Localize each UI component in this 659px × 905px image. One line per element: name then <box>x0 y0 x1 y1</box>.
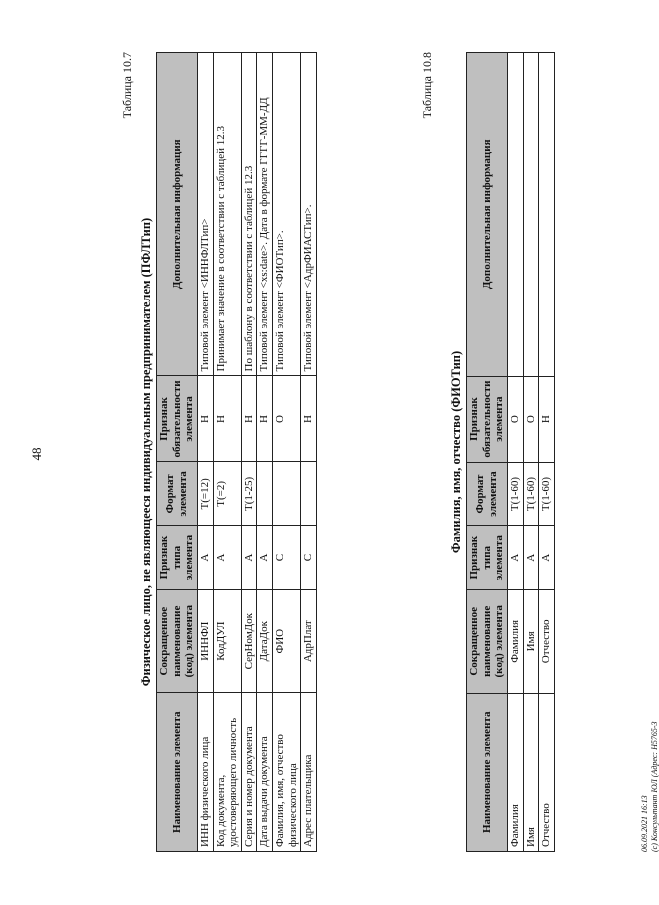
cell-type: А <box>241 526 257 590</box>
cell-code: СерНомДок <box>241 589 257 692</box>
table-row <box>197 53 213 852</box>
table-10-8-block <box>420 52 555 852</box>
cell-name: Отчество <box>539 693 555 851</box>
table-row <box>257 53 273 852</box>
cell-name: ИНН физического лица <box>197 693 213 852</box>
cell-code: ИННФЛ <box>197 589 213 692</box>
cell-required: Н <box>241 376 257 462</box>
print-stamp <box>640 721 659 852</box>
table-row <box>539 53 555 852</box>
cell-info <box>507 53 523 377</box>
cell-info: По шаблону в соответствии с таблицей 12.3 <box>241 53 257 376</box>
header-cell: Признак типа элемента <box>467 526 508 590</box>
table-title: Фамилия, имя, отчество (ФИОТип) <box>449 350 463 554</box>
header-cell: Дополнительная информация <box>157 53 198 376</box>
header-cell: Формат элемента <box>467 462 508 526</box>
table-row <box>523 53 539 852</box>
cell-format: T(1-60) <box>507 462 523 526</box>
table-10-7 <box>156 52 317 852</box>
cell-name: Имя <box>523 693 539 851</box>
table-row <box>241 53 257 852</box>
cell-info: Типовой элемент <ФИОТип>. <box>273 53 301 376</box>
table-row <box>301 53 317 852</box>
cell-type: А <box>507 526 523 590</box>
table-caption: Таблица 10.7 <box>120 52 134 119</box>
table-row <box>507 53 523 852</box>
cell-type: С <box>273 526 301 590</box>
header-cell: Сокращенное наименование (код) элемента <box>467 590 508 693</box>
cell-code: Фамилия <box>507 590 523 693</box>
cell-code: КодДУЛ <box>213 589 241 692</box>
landscape-page <box>60 52 659 852</box>
cell-format <box>301 462 317 526</box>
cell-info <box>523 53 539 377</box>
cell-format <box>273 462 301 526</box>
header-cell: Признак обязательности элемента <box>467 376 508 462</box>
cell-required: Н <box>301 376 317 462</box>
table-title: Физическое лицо, не являющееся индивидуальным предпринимателем (ПФЛТип) <box>139 217 153 687</box>
cell-required: Н <box>197 376 213 462</box>
table-header-row <box>157 53 198 852</box>
cell-type: А <box>213 526 241 590</box>
header-cell: Признак обязательности элемента <box>157 376 198 462</box>
cell-code: ФИО <box>273 589 301 692</box>
header-cell: Наименование элемента <box>157 693 198 852</box>
cell-required: О <box>507 376 523 462</box>
cell-name: Фамилия, имя, отчество физического лица <box>273 693 301 852</box>
cell-type: С <box>301 526 317 590</box>
table-caption: Таблица 10.8 <box>420 52 434 119</box>
header-cell: Признак типа элемента <box>157 526 198 590</box>
cell-required: Н <box>539 376 555 462</box>
stamp-line: (c) Консультант ЮЛ (Aдрес: Н5765-3 <box>649 721 659 852</box>
cell-format <box>257 462 273 526</box>
cell-format: T(1-25) <box>241 462 257 526</box>
page-number: 48 <box>29 447 44 461</box>
cell-required: О <box>523 376 539 462</box>
table-row <box>273 53 301 852</box>
cell-code: ДатаДок <box>257 589 273 692</box>
cell-name: Фамилия <box>507 693 523 851</box>
cell-name: Дата выдачи документа <box>257 693 273 852</box>
stamp-line: 06.09.2021 16:13 <box>640 795 649 852</box>
cell-info: Типовой элемент <xs:date>. Дата в формате ГГГГ-ММ-ДД <box>257 53 273 376</box>
cell-info: Типовой элемент <ИННФЛТип> <box>197 53 213 376</box>
cell-type: А <box>197 526 213 590</box>
cell-type: А <box>523 526 539 590</box>
cell-code: Имя <box>523 590 539 693</box>
cell-format: T(1-60) <box>539 462 555 526</box>
header-cell: Дополнительная информация <box>467 53 508 377</box>
cell-format: T(=2) <box>213 462 241 526</box>
cell-name: Код документа, удостоверяющего личность <box>213 693 241 852</box>
table-row <box>213 53 241 852</box>
table-10-7-block <box>120 52 317 852</box>
cell-format: T(1-60) <box>523 462 539 526</box>
cell-required: Н <box>213 376 241 462</box>
cell-info <box>539 53 555 377</box>
table-10-8 <box>466 52 555 852</box>
cell-required: Н <box>257 376 273 462</box>
cell-type: А <box>539 526 555 590</box>
cell-info: Принимает значение в соответствии с таблицей 12.3 <box>213 53 241 376</box>
table-header-row <box>467 53 508 852</box>
cell-format: T(=12) <box>197 462 213 526</box>
cell-info: Типовой элемент <АдрФИАСТип>. <box>301 53 317 376</box>
header-cell: Наименование элемента <box>467 693 508 851</box>
cell-code: Отчество <box>539 590 555 693</box>
cell-type: А <box>257 526 273 590</box>
header-cell: Сокращенное наименование (код) элемента <box>157 589 198 692</box>
header-cell: Формат элемента <box>157 462 198 526</box>
cell-code: АдрПлат <box>301 589 317 692</box>
cell-name: Адрес плательщика <box>301 693 317 852</box>
cell-required: О <box>273 376 301 462</box>
cell-name: Серия и номер документа <box>241 693 257 852</box>
